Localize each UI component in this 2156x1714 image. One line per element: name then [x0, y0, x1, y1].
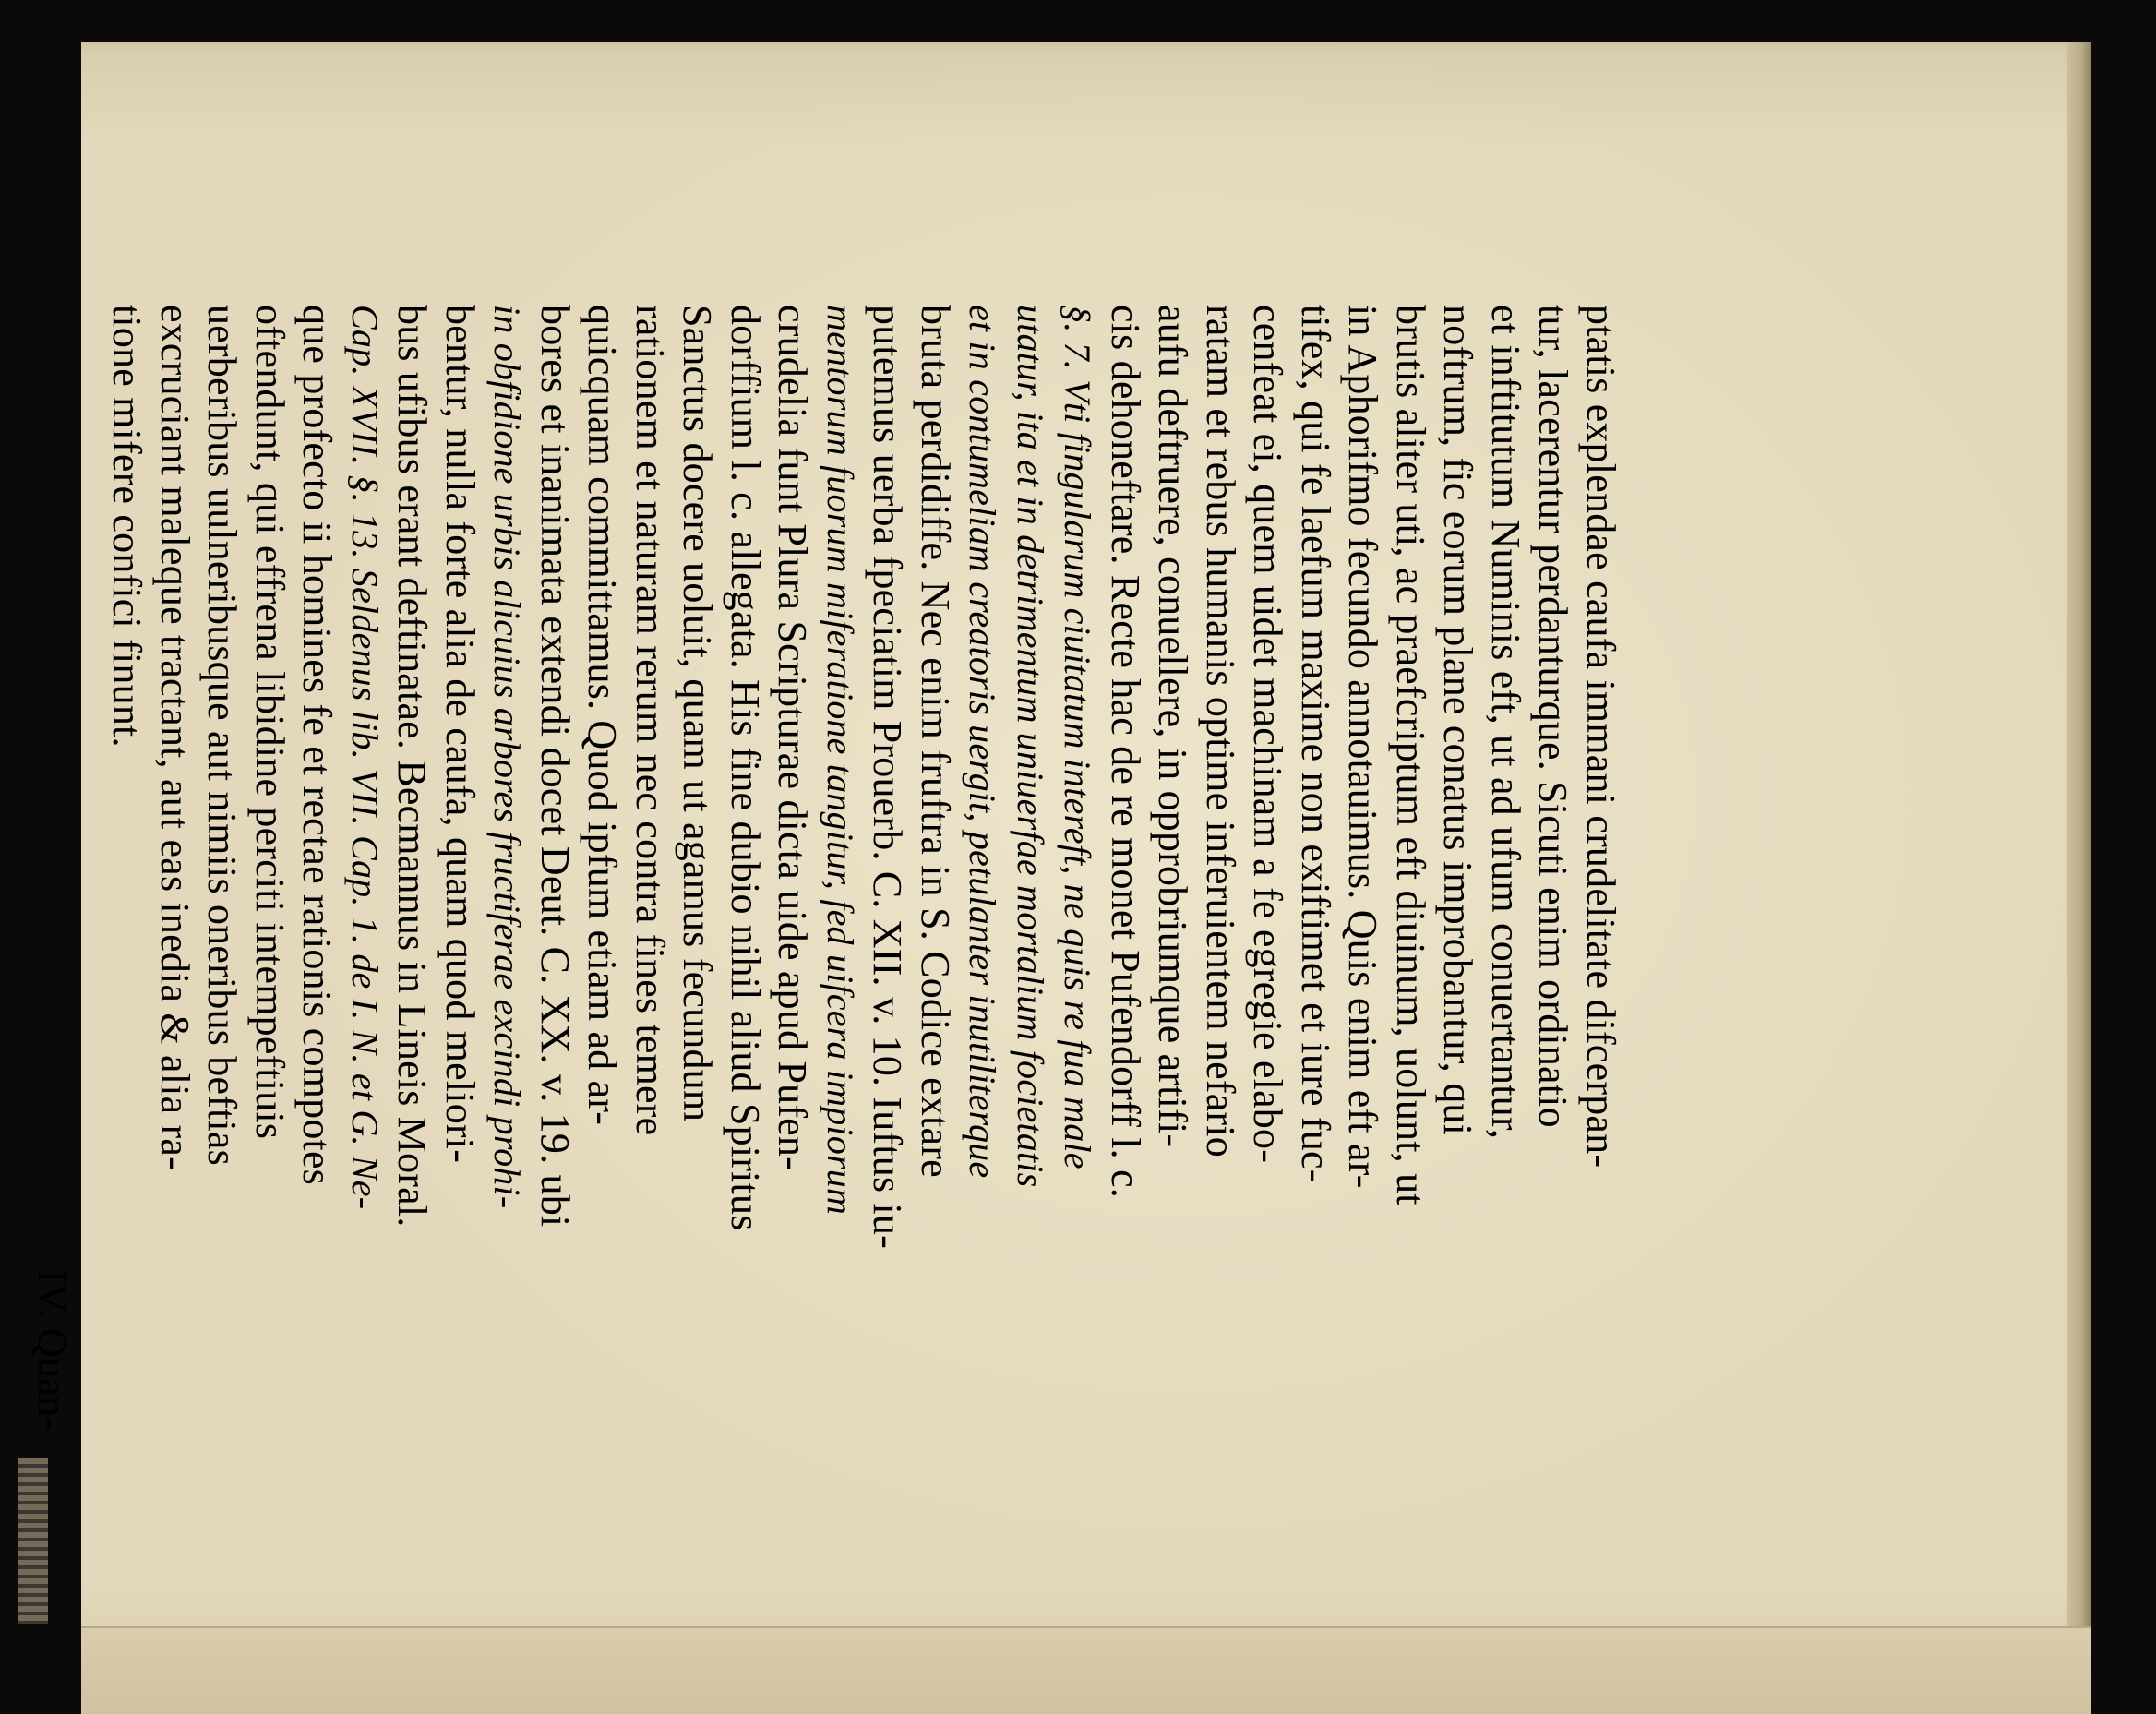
text-line-italic: et in contumeliam creatoris uergit, petulanter inutiliterque	[962, 305, 1004, 1179]
text-line: et inftitutum Numinis eft, ut ad ufum conuertantur,	[1483, 305, 1528, 1140]
text-line-italic: Cap. XVII. §. 13. Seldenus lib. VII. Cap. 1. de I. N. et G. Ne-	[344, 305, 386, 1210]
text-line: tione mifere confici finunt.	[104, 305, 150, 748]
text-line: oftendunt, qui effrena libidine perciti intempeftiuis	[247, 305, 293, 1140]
text-line: bores et inanimata extendi docet Deut. C. XX. v. 19. ubi	[533, 305, 578, 1228]
text-line: Sanctus docere uoluit, quam ut agamus fecundum	[675, 305, 721, 1122]
text-line: cenfeat ei, quem uidet machinam a fe egregie elabo-	[1245, 305, 1291, 1164]
text-line: bentur, nulla forte alia de caufa, quam quod meliori-	[437, 305, 483, 1164]
text-line: tur, lacerentur perdanturque. Sicuti enim ordinatio	[1530, 305, 1576, 1128]
text-line: putemus uerba fpeciatim Prouerb. C. XII. v. 10. Iuftus iu-	[865, 305, 911, 1249]
text-line-italic: mentorum fuorum miferatione tangitur, fed uifcera impiorum	[820, 305, 861, 1215]
text-line: cis dehoneftare. Recte hac de re monet Pufendorff l. c.	[1103, 305, 1148, 1198]
next-page-strip	[81, 1626, 2091, 1714]
page-edge	[2067, 42, 2091, 1714]
catchword: IV. Quan-	[30, 1269, 75, 1431]
text-column	[29, 305, 1625, 1541]
text-line: uerberibus uulneribusque aut nimiis oneribus beftias	[199, 305, 246, 1166]
text-line: ratam et rebus humanis optime inferuientem nefario	[1198, 305, 1243, 1157]
text-line: noftrum, fic eorum plane conatus improbantur, qui	[1435, 305, 1481, 1136]
text-line-italic: utatur, ita et in detrimentum uniuerfae mortalium focietatis	[1010, 305, 1051, 1188]
text-line: dorffium l. c. allegata. His fine dubio nihil aliud Spiritus	[723, 305, 768, 1231]
text-line: bus ufibus erant deftinatae. Becmannus in Lineis Moral.	[389, 305, 436, 1228]
text-line: excruciant maleque tractant, aut eas inedia & alia ra-	[152, 305, 198, 1170]
text-line: ptatis explendae caufa immani crudelitate difcerpan-	[1578, 305, 1623, 1169]
rotated-text-region	[0, 305, 1624, 1541]
text-line: crudelia funt Plura Scripturae dicta uide apud Pufen-	[770, 305, 816, 1170]
text-line: aufu deftruere, conuellere, in opprobriumque artifi-	[1150, 305, 1196, 1148]
text-line: bruta perdidiffe. Nec enim fruftra in S. Codice extare	[913, 305, 958, 1178]
text-line-italic: in obfidione urbis alicuius arbores fructiferae excindi prohi-	[486, 305, 529, 1209]
text-line: in Aphorifmo fecundo annotauimus. Quis enim eft ar-	[1340, 305, 1386, 1189]
text-line: quicquam committamus. Quod ipfum etiam ad ar-	[580, 305, 626, 1126]
text-line: tifex, qui fe laefum maxime non exiftimet et iure fuc-	[1293, 305, 1338, 1183]
text-line: brutis aliter uti, ac praefcriptum eft diuinum, uolunt, ut	[1388, 305, 1433, 1205]
text-line-italic: §. 7. Vti fingularum ciuitatum intereft, ne quis re fua male	[1057, 305, 1099, 1169]
text-line: rationem et naturam rerum nec contra fines temere	[628, 305, 673, 1136]
text-line: que profecto ii homines fe et rectae rationis compotes	[294, 305, 341, 1186]
